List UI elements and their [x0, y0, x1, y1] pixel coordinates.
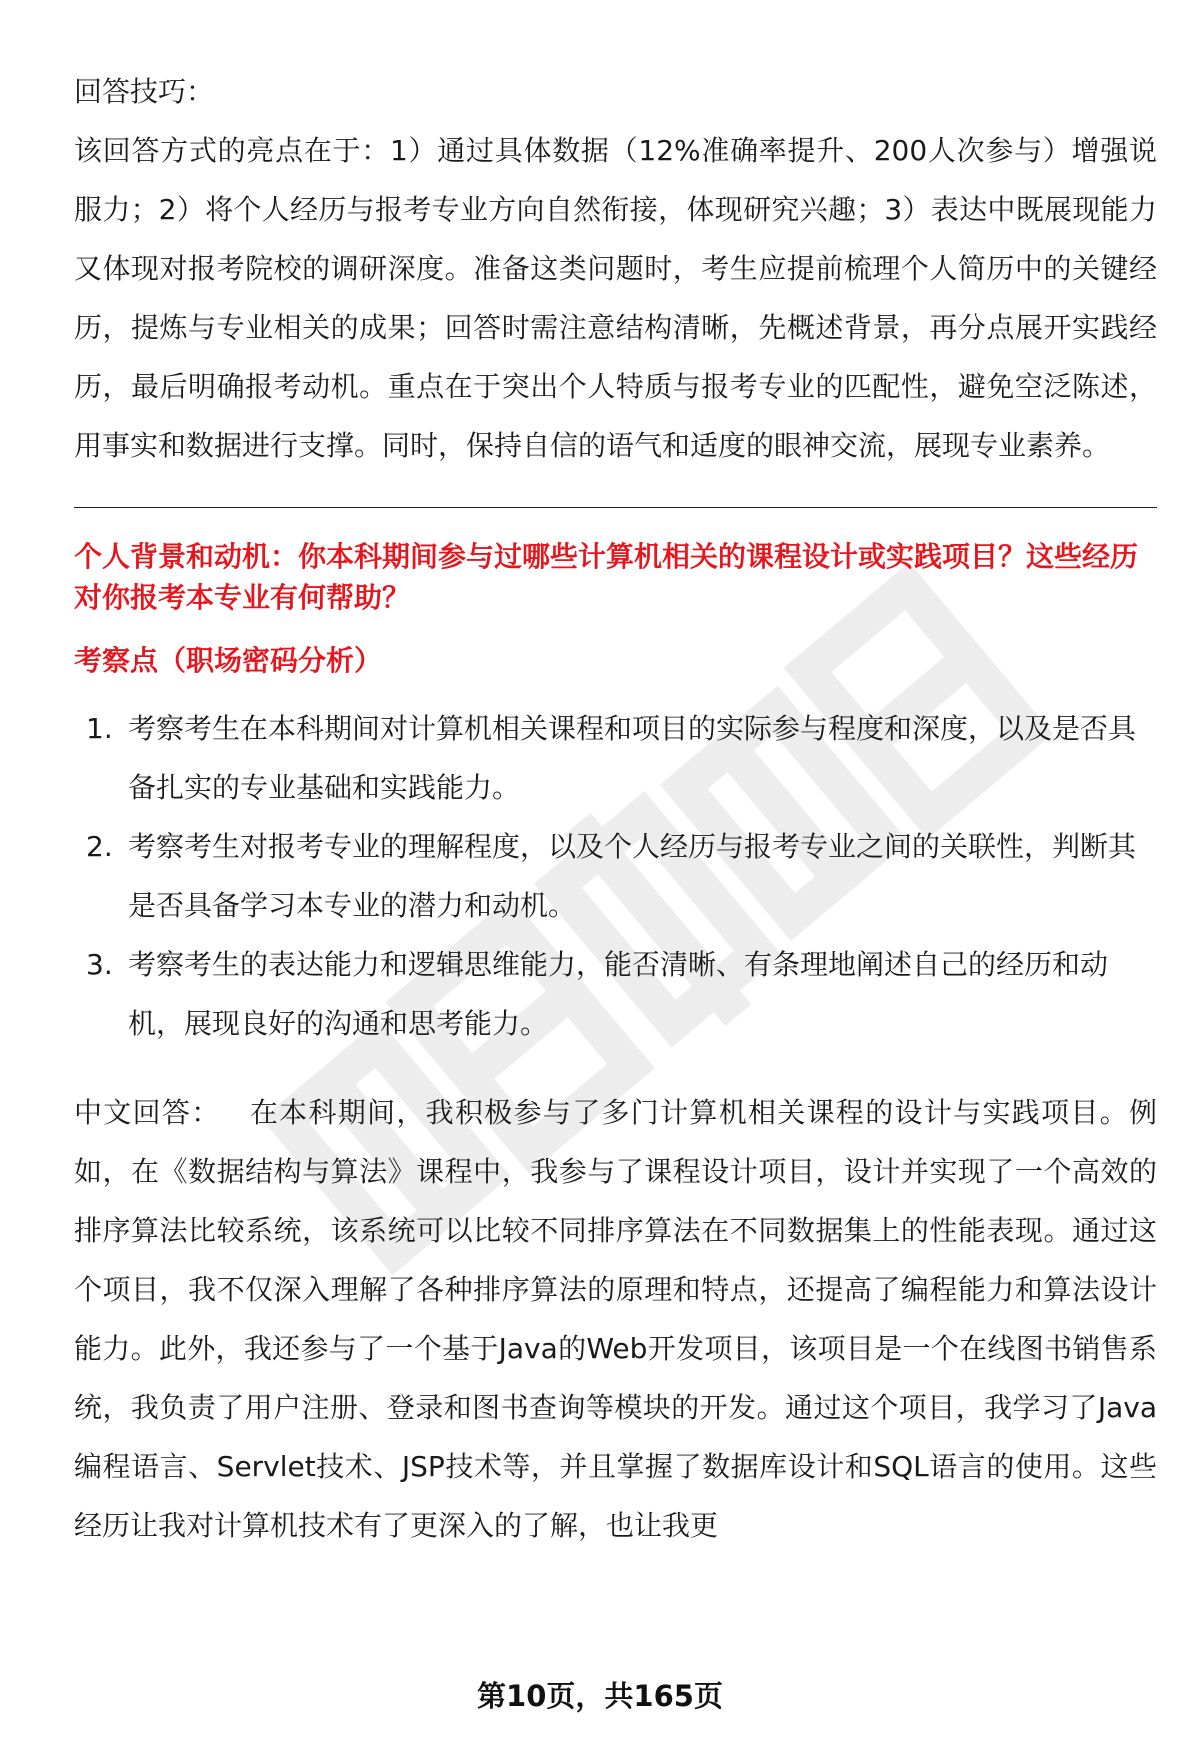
list-item	[74, 817, 1157, 935]
list-item-text: 考察考生对报考专业的理解程度，以及个人经历与报考专业之间的关联性，判断其是否具备学习本专业的潜力和动机。	[128, 830, 1137, 922]
tips-body: 该回答方式的亮点在于：1）通过具体数据（12%准确率提升、200人次参与）增强说服力；2）将个人经历与报考专业方向自然衔接，体现研究兴趣；3）表达中既展现能力又体现对报考院校的调研深度。准备这类问题时，考生应提前梳理个人简历中的关键经历，提炼与专业相关的成果；回答时需注意结构清晰，先概述背景，再分点展开实践经历，最后明确报考动机。重点在于突出个人特质与报考专业的匹配性，避免空泛陈述，用事实和数据进行支撑。同时，保持自信的语气和适度的眼神交流，展现专业素养。	[74, 134, 1157, 462]
answer-paragraph	[74, 1083, 1157, 1555]
section-divider	[74, 507, 1157, 508]
answer-body: 在本科期间，我积极参与了多门计算机相关课程的设计与实践项目。例如，在《数据结构与算法》课程中，我参与了课程设计项目，设计并实现了一个高效的排序算法比较系统，该系统可以比较不同排序算法在不同数据集上的性能表现。通过这个项目，我不仅深入理解了各种排序算法的原理和特点，还提高了编程能力和算法设计能力。此外，我还参与了一个基于Java的Web开发项目，该项目是一个在线图书销售系统，我负责了用户注册、登录和图书查询等模块的开发。通过这个项目，我学习了Java编程语言、Servlet技术、JSP技术等，并且掌握了数据库设计和SQL语言的使用。这些经历让我对计算机技术有了更深入的了解，也让我更	[74, 1096, 1157, 1542]
list-item	[74, 699, 1157, 817]
list-item-text: 考察考生在本科期间对计算机相关课程和项目的实际参与程度和深度，以及是否具备扎实的专业基础和实践能力。	[128, 712, 1137, 804]
answer-label: 中文回答：	[74, 1096, 221, 1129]
list-item	[74, 935, 1157, 1053]
page-footer: 第10页，共165页	[477, 1679, 723, 1713]
exam-points-list	[74, 699, 1157, 1053]
tips-heading: 回答技巧：	[74, 75, 215, 108]
list-item-number: 1.	[86, 712, 113, 745]
page-content	[74, 62, 1157, 1555]
exam-points-heading: 考察点（职场密码分析）	[74, 644, 383, 677]
list-item-number: 3.	[86, 948, 113, 981]
list-item-text: 考察考生的表达能力和逻辑思维能力，能否清晰、有条理地阐述自己的经历和动机，展现良好的沟通和思考能力。	[128, 948, 1109, 1040]
list-item-number: 2.	[86, 830, 113, 863]
question-title: 个人背景和动机：你本科期间参与过哪些计算机相关的课程设计或实践项目？这些经历对你报考本专业有何帮助？	[74, 540, 1139, 614]
